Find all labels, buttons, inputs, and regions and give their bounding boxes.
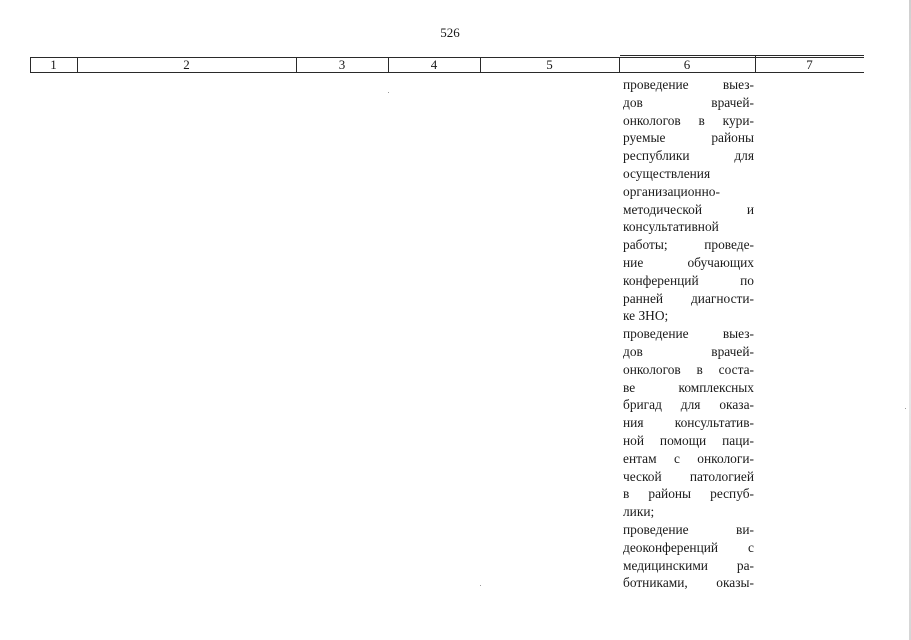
- cell-text-line: онкологов в кури-: [623, 112, 754, 128]
- scan-speck: [480, 585, 481, 586]
- cell-text-line: ческой патологией: [623, 468, 754, 484]
- cell-text-line: осуществления: [623, 165, 711, 181]
- cell-text-line: работы; проведе-: [623, 237, 754, 253]
- cell-text-line: ной помощи паци-: [623, 432, 754, 448]
- cell-text-line: ботниками, оказы-: [623, 575, 754, 591]
- cell-text-line: ке ЗНО;: [623, 308, 669, 324]
- cell-text-line: ние обучающих: [623, 254, 754, 270]
- cell-text-line: дов врачей-: [623, 343, 754, 359]
- column-number-5: 5: [546, 57, 553, 72]
- scan-speck: [905, 408, 906, 409]
- cell-text-line: консультативной: [623, 219, 719, 235]
- cell-text-line: проведение выез-: [623, 326, 754, 342]
- cell-text-line: медицинскими ра-: [623, 557, 754, 573]
- cell-text-line: ранней диагности-: [623, 290, 754, 306]
- cell-text-line: ентам с онкологи-: [623, 450, 754, 466]
- cell-text-line: методической и: [623, 201, 754, 217]
- cell-text-line: лики;: [623, 504, 655, 520]
- cell-text-line: деоконференций с: [623, 539, 754, 555]
- column-number-3: 3: [338, 57, 346, 72]
- cell-text-line: ния консультатив-: [623, 415, 754, 431]
- cell-text-line: дов врачей-: [623, 94, 754, 110]
- cell-text-line: проведение выез-: [623, 77, 754, 92]
- column-number-4: 4: [430, 57, 438, 72]
- cell-text-line: в районы респуб-: [623, 486, 754, 502]
- cell-text-line: конференций по: [623, 272, 754, 288]
- cell-text-line: организационно-: [623, 183, 720, 199]
- column-number-7: 7: [806, 57, 813, 72]
- column-number-2: 2: [183, 57, 190, 72]
- table-header-bottom-rule: [30, 72, 864, 73]
- cell-text-line: республики для: [623, 148, 754, 164]
- page-number: 526: [440, 25, 460, 40]
- column-6-cell-text: [623, 76, 754, 592]
- cell-text-line: ве комплексных: [623, 379, 754, 395]
- column-number-1: 1: [50, 57, 57, 72]
- column-number-6: 6: [683, 57, 691, 72]
- cell-text-line: проведение ви-: [623, 521, 754, 537]
- cell-text-line: руемые районы: [623, 130, 754, 146]
- cell-text-line: бригад для оказа-: [623, 397, 754, 413]
- scan-speck: [388, 92, 389, 93]
- cell-text-line: онкологов в соста-: [623, 361, 754, 377]
- table-top-rule-right: [620, 55, 864, 56]
